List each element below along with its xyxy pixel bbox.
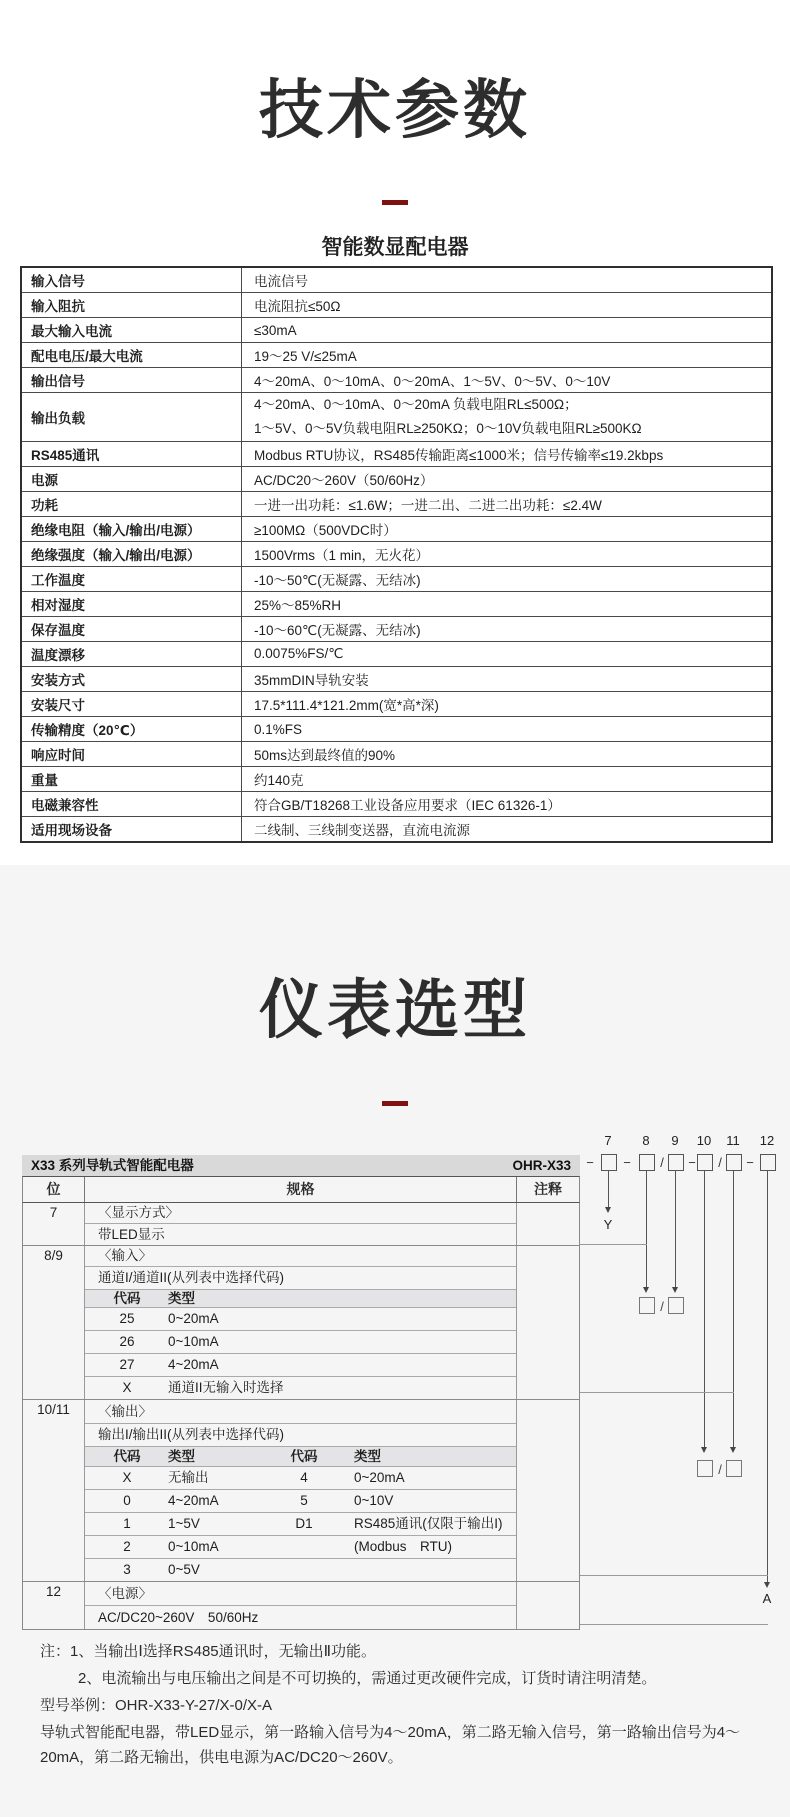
spec-value <box>242 393 773 442</box>
spec-label: 电源 <box>21 467 242 492</box>
notes-block <box>40 1638 755 1770</box>
table-row <box>21 267 772 293</box>
table-row <box>21 692 772 717</box>
table-row <box>21 567 772 592</box>
spec-table <box>20 266 773 843</box>
note-cell <box>517 1400 579 1581</box>
model-digit-box-10 <box>697 1154 713 1171</box>
arrow-down-icon <box>730 1447 736 1453</box>
pos-value: 7 <box>23 1203 85 1245</box>
spec-row: 〈电源〉 <box>85 1582 516 1606</box>
spec-value: 一进一出功耗：≤1.6W；一进二出、二进二出功耗：≤2.4W <box>242 492 773 517</box>
spec-label: 适用现场设备 <box>21 817 242 843</box>
section-technical-parameters <box>0 0 790 865</box>
model-digit-box-9 <box>668 1154 684 1171</box>
model-separator: − <box>586 1155 594 1170</box>
table-row <box>21 542 772 567</box>
row-extension-line <box>580 1575 768 1576</box>
code-row: X 无输出 4 0~20mA <box>85 1467 516 1490</box>
spec-value: ≥100MΩ（500VDC时） <box>242 517 773 542</box>
table-row <box>21 318 772 343</box>
spec-label: 保存温度 <box>21 617 242 642</box>
model-digit-box-8 <box>639 1154 655 1171</box>
table-row <box>21 767 772 792</box>
digit-label-7: 7 <box>604 1133 612 1148</box>
leader-line-8 <box>646 1171 647 1287</box>
row-extension-line <box>580 1624 768 1625</box>
spec-label: 响应时间 <box>21 742 242 767</box>
leader-line-9 <box>675 1171 676 1287</box>
model-separator: / <box>660 1155 664 1170</box>
spec-label: 传输精度（20℃） <box>21 717 242 742</box>
spec-row: 〈输入〉 <box>85 1246 516 1267</box>
title-divider-dash <box>382 200 408 205</box>
spec-value: Modbus RTU协议，RS485传输距离≤1000米；信号传输率≤19.2kbps <box>242 442 773 467</box>
spec-label: 绝缘强度（输入/输出/电源） <box>21 542 242 567</box>
target-label-a: A <box>762 1591 772 1606</box>
selection-title: 仪表选型 <box>259 974 531 1046</box>
target-label-y: Y <box>603 1217 613 1232</box>
selection-table-column-headers <box>22 1176 580 1203</box>
spec-label: 功耗 <box>21 492 242 517</box>
code-row: 26 0~10mA <box>85 1331 516 1354</box>
digit-label-8: 8 <box>642 1133 650 1148</box>
code-header-row: 代码 类型 <box>85 1290 516 1308</box>
input-code-box-2 <box>668 1297 684 1314</box>
selection-table-body <box>22 1203 580 1630</box>
digit-label-11: 11 <box>726 1133 740 1148</box>
code-row: 25 0~20mA <box>85 1308 516 1331</box>
arrow-down-icon <box>672 1287 678 1293</box>
input-code-box-1 <box>639 1297 655 1314</box>
spec-value-line1: 4～20mA、0～10mA、0～20mA 负载电阻RL≤500Ω； <box>254 397 578 412</box>
spec-label: 最大输入电流 <box>21 318 242 343</box>
table-row <box>21 293 772 318</box>
table-row <box>21 442 772 467</box>
spec-label: 相对湿度 <box>21 592 242 617</box>
spec-label: 输入阻抗 <box>21 293 242 318</box>
digit-label-9: 9 <box>671 1133 679 1148</box>
table-row <box>21 467 772 492</box>
note-cell <box>517 1203 579 1245</box>
model-separator: / <box>718 1155 722 1170</box>
note-cell <box>517 1246 579 1399</box>
spec-value-line2: 1～5V、0～5V负载电阻RL≥250KΩ；0～10V负载电阻RL≥500KΩ <box>254 421 642 436</box>
spec-value: 35mmDIN导轨安装 <box>242 667 773 692</box>
spec-row: 带LED显示 <box>98 1227 165 1242</box>
spec-value: AC/DC20～260V（50/60Hz） <box>242 467 773 492</box>
spec-value: 电流阻抗≤50Ω <box>242 293 773 318</box>
leader-line-11 <box>733 1171 734 1447</box>
arrow-down-icon <box>605 1207 611 1213</box>
table-subtitle: 智能数显配电器 <box>321 236 469 259</box>
spec-row: 〈显示方式〉 <box>85 1203 516 1224</box>
spec-value: -10～60℃(无凝露、无结冰) <box>242 617 773 642</box>
col-header-spec: 规格 <box>85 1177 517 1202</box>
spec-label: 输入信号 <box>21 267 242 293</box>
code-row: 0 4~20mA 5 0~10V <box>85 1490 516 1513</box>
spec-value: ≤30mA <box>242 318 773 343</box>
leader-line-7 <box>608 1171 609 1207</box>
spec-label: 绝缘电阻（输入/输出/电源） <box>21 517 242 542</box>
arrow-down-icon <box>764 1582 770 1588</box>
selection-table <box>22 1155 580 1630</box>
spec-row: AC/DC20~260V 50/60Hz <box>98 1610 259 1625</box>
arrow-down-icon <box>701 1447 707 1453</box>
model-prefix: OHR-X33 <box>512 1158 571 1173</box>
pos-value: 12 <box>23 1582 85 1629</box>
spec-value: 二线制、三线制变送器，直流电流源 <box>242 817 773 843</box>
page-title: 技术参数 <box>259 74 531 146</box>
row-extension-line <box>580 1244 647 1245</box>
col-header-note: 注释 <box>534 1181 562 1197</box>
model-digit-box-7 <box>601 1154 617 1171</box>
spec-value: 19～25 V/≤25mA <box>242 343 773 368</box>
section-input <box>23 1246 579 1400</box>
spec-value: 50ms达到最终值的90% <box>242 742 773 767</box>
note-line-1: 注：1、当输出Ⅰ选择RS485通讯时，无输出Ⅱ功能。 <box>40 1643 377 1660</box>
model-separator: − <box>688 1155 696 1170</box>
model-selection-area <box>0 1130 790 1640</box>
model-separator: − <box>623 1155 631 1170</box>
section-power <box>23 1582 579 1630</box>
model-digit-box-12 <box>760 1154 776 1171</box>
code-header-row: 代码 类型 代码 类型 <box>85 1447 516 1467</box>
table-row <box>21 393 772 442</box>
spec-value: -10～50℃(无凝露、无结冰) <box>242 567 773 592</box>
note-line-2: 2、电流输出与电压输出之间是不可切换的，需通过更改硬件完成，订货时请注明清楚。 <box>78 1670 657 1687</box>
code-row: 27 4~20mA <box>85 1354 516 1377</box>
table-row <box>21 492 772 517</box>
spec-label: 安装方式 <box>21 667 242 692</box>
digit-label-10: 10 <box>696 1133 712 1148</box>
slash-separator: / <box>660 1299 664 1314</box>
spec-label: 配电电压/最大电流 <box>21 343 242 368</box>
code-row: 2 0~10mA (Modbus RTU) <box>85 1536 516 1559</box>
spec-value: 0.1%FS <box>242 717 773 742</box>
spec-value: 1500Vrms（1 min，无火花） <box>242 542 773 567</box>
model-example: 型号举例：OHR-X33-Y-27/X-0/X-A <box>40 1697 273 1714</box>
selection-table-header-bar <box>22 1155 580 1176</box>
table-row <box>21 667 772 692</box>
table-row <box>21 517 772 542</box>
spec-label: 输出信号 <box>21 368 242 393</box>
output-code-box-1 <box>697 1460 713 1477</box>
slash-separator: / <box>718 1462 722 1477</box>
spec-value: 25%～85%RH <box>242 592 773 617</box>
spec-label: 安装尺寸 <box>21 692 242 717</box>
table-row <box>21 742 772 767</box>
table-row <box>21 817 772 843</box>
table-row <box>21 592 772 617</box>
spec-value: 17.5*111.4*121.2mm(宽*高*深) <box>242 692 773 717</box>
model-digit-box-11 <box>726 1154 742 1171</box>
table-row <box>21 642 772 667</box>
row-extension-line <box>580 1392 734 1393</box>
spec-row: 〈输出〉 <box>85 1400 516 1424</box>
spec-label: 工作温度 <box>21 567 242 592</box>
table-row <box>21 617 772 642</box>
spec-value: 4～20mA、0～10mA、0～20mA、1～5V、0～5V、0～10V <box>242 368 773 393</box>
series-name: X33 系列导轨式智能配电器 <box>31 1158 194 1173</box>
spec-value: 电流信号 <box>242 267 773 293</box>
table-row <box>21 368 772 393</box>
spec-row: 通道I/通道II(从列表中选择代码) <box>85 1267 516 1290</box>
table-row <box>21 792 772 817</box>
note-cell <box>517 1582 579 1629</box>
col-header-pos: 位 <box>23 1177 85 1202</box>
section-output <box>23 1400 579 1582</box>
spec-label: 重量 <box>21 767 242 792</box>
section-model-selection <box>0 865 790 1817</box>
spec-label: 输出负载 <box>21 393 242 442</box>
pos-value: 10/11 <box>23 1400 85 1581</box>
section-display <box>23 1203 579 1246</box>
leader-line-10 <box>704 1171 705 1447</box>
table-row <box>21 717 772 742</box>
code-row: 3 0~5V <box>123 1562 200 1577</box>
output-code-box-2 <box>726 1460 742 1477</box>
spec-value: 符合GB/T18268工业设备应用要求（IEC 61326-1） <box>242 792 773 817</box>
code-row: X 通道II无输入时选择 <box>122 1380 284 1395</box>
leader-line-12 <box>767 1171 768 1582</box>
arrow-down-icon <box>643 1287 649 1293</box>
spec-value: 0.0075%FS/℃ <box>242 642 773 667</box>
spec-label: 电磁兼容性 <box>21 792 242 817</box>
table-row <box>21 343 772 368</box>
spec-value: 约140克 <box>242 767 773 792</box>
digit-label-12: 12 <box>759 1133 775 1148</box>
title-divider-dash <box>382 1101 408 1106</box>
spec-row: 输出I/输出II(从列表中选择代码) <box>85 1424 516 1447</box>
code-row: 1 1~5V D1 RS485通讯(仅限于输出I) <box>85 1513 516 1536</box>
spec-label: 温度漂移 <box>21 642 242 667</box>
pos-value: 8/9 <box>23 1246 85 1399</box>
spec-label: RS485通讯 <box>21 442 242 467</box>
model-separator: − <box>746 1155 754 1170</box>
model-description: 导轨式智能配电器，带LED显示，第一路输入信号为4～20mA，第二路无输入信号，第一路输出信号为4～20mA，第二路无输出，供电电源为AC/DC20～260V。 <box>40 1724 741 1766</box>
